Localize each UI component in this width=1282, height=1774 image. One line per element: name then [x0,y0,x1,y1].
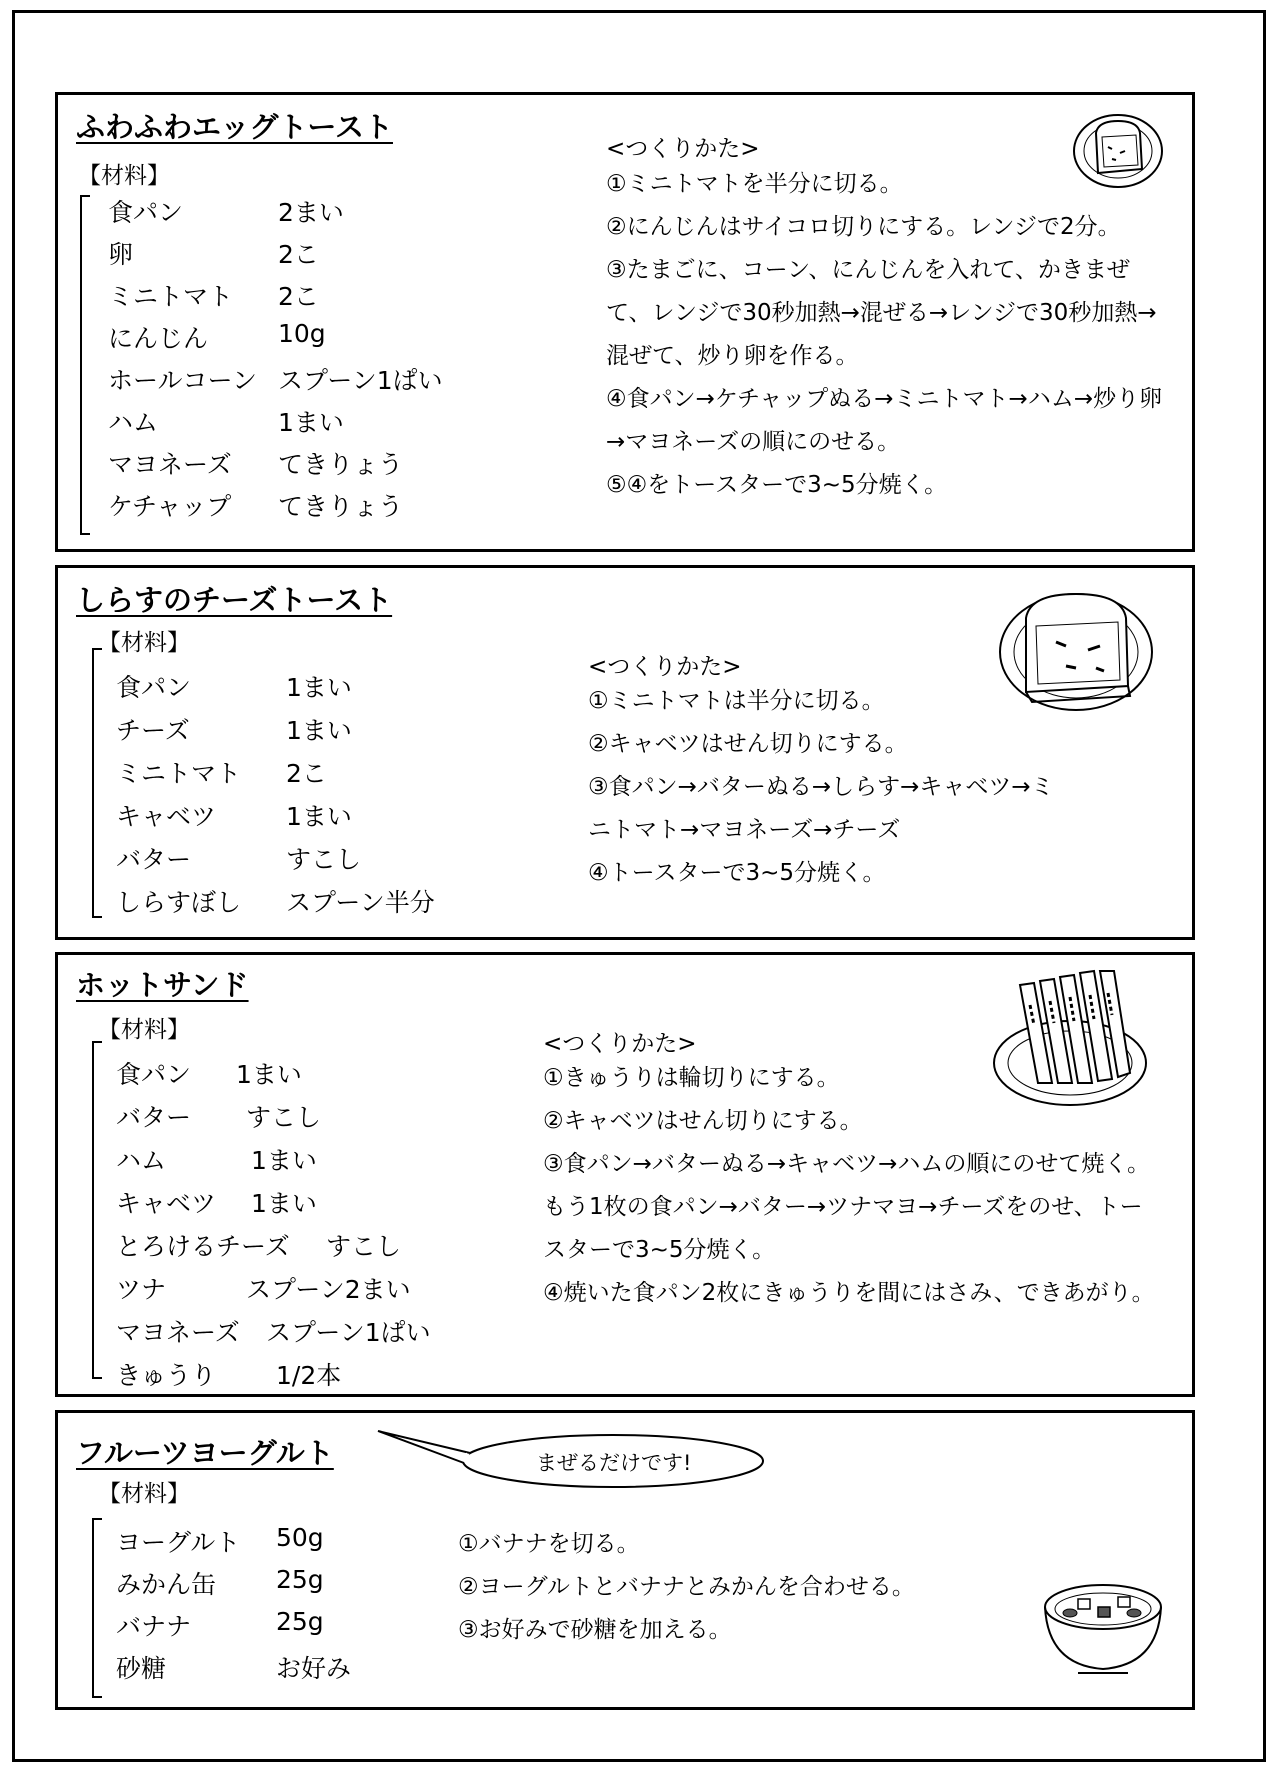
ingredient-qty: 1まい [251,1189,317,1218]
ingredient-row [116,754,327,790]
ingredient-name: ヨーグルト [116,1528,241,1557]
step-item: ②キャベツはせん切りにする。 [543,1108,863,1134]
ingredient-row [108,445,404,481]
ingredient-row [108,403,344,439]
ingredient-name: バター [116,845,192,874]
recipe-title: ふわふわエッグトースト [76,110,393,144]
ingredient-qty: スプーン2まい [246,1275,411,1304]
ingredient-name: 砂糖 [116,1654,167,1683]
ingredient-row [116,840,362,876]
steps-list [606,163,1166,507]
ingredient-name: マヨネーズ [116,1318,240,1347]
recipe-title: しらすのチーズトースト [76,583,393,617]
ingredient-qty: 1まい [286,716,352,745]
recipe-card-shirasu-toast [55,565,1195,940]
ingredient-qty: 2こ [278,240,319,269]
ingredient-row [116,668,352,704]
sandwich-icon [990,965,1150,1110]
ingredient-name: バター [116,1103,192,1132]
steps-heading: <つくりかた> [543,1031,697,1057]
ingredient-name: 卵 [108,240,134,269]
ingredient-qty: 1まい [278,408,344,437]
ingredient-row [116,797,352,833]
step-item: ③たまごに、コーン、にんじんを入れて、かきまぜて、レンジで30秒加熱→混ぜる→レンジで30秒加熱→混ぜて、炒り卵を作る。 [606,257,1157,369]
materials-label: 【材料】 [78,163,170,189]
steps-heading: <つくりかた> [588,654,742,680]
step-item: ④トースターで3~5分焼く。 [588,860,886,886]
ingredient-row [116,1227,402,1263]
ingredient-qty: 2こ [286,759,327,788]
ingredient-row [108,193,344,229]
ingredient-qty: スプーン1ぱい [266,1318,431,1347]
ingredient-name: ハム [116,1146,167,1175]
step-item: ②ヨーグルトとバナナとみかんを合わせる。 [458,1574,915,1600]
ingredient-name: きゅうり [116,1361,217,1390]
toast-on-plate-icon [1068,103,1168,193]
ingredient-row [108,487,404,523]
ingredient-row [116,1356,342,1392]
ingredients-bracket [80,195,90,535]
ingredient-name: バナナ [116,1612,192,1641]
recipe-card-hot-sand [55,952,1195,1397]
ingredient-name: ミニトマト [116,759,242,788]
recipe-title: ホットサンド [76,968,249,1002]
step-item: ①ミニトマトは半分に切る。 [588,688,885,714]
ingredient-row [108,319,326,355]
ingredient-qty: 1まい [251,1146,317,1175]
ingredient-row [116,1098,322,1134]
ingredient-name: みかん缶 [116,1570,217,1599]
ingredient-list [108,193,528,533]
ingredient-row [116,883,435,919]
ingredient-name: マヨネーズ [108,450,232,479]
step-item: ③食パン→バターぬる→キャベツ→ハムの順にのせて焼く。もう1枚の食パン→バター→ツナマヨ→チーズをのせ、トースターで3~5分焼く。 [543,1151,1150,1263]
ingredient-name: とろけるチーズ [116,1232,290,1261]
ingredient-name: ケチャップ [108,492,232,521]
recipe-title: フルーツヨーグルト [76,1436,334,1470]
ingredient-name: しらすぼし [116,888,242,917]
ingredient-qty: てきりょう [278,450,404,479]
cheese-toast-icon [996,580,1156,715]
ingredient-row [116,1141,317,1177]
step-item: ⑤④をトースターで3~5分焼く。 [606,472,948,498]
ingredient-name: チーズ [116,716,190,745]
step-item: ③お好みで砂糖を加える。 [458,1617,732,1643]
ingredient-qty: 50g [276,1523,324,1552]
ingredient-qty: すこし [326,1232,402,1261]
ingredient-name: にんじん [108,324,209,353]
ingredient-qty: てきりょう [278,492,404,521]
step-item: ①ミニトマトを半分に切る。 [606,171,903,197]
ingredient-qty: スプーン1ぱい [278,366,443,395]
ingredient-row [116,1313,431,1349]
ingredient-qty: スプーン半分 [286,888,435,917]
ingredient-qty: 1/2本 [276,1361,342,1390]
ingredient-qty: 1まい [286,673,352,702]
ingredient-qty: 2まい [278,198,344,227]
ingredient-row [116,1270,411,1306]
ingredient-name: 食パン [116,1060,192,1089]
materials-label: 【材料】 [98,630,190,656]
step-item: ①バナナを切る。 [458,1531,640,1557]
recipe-card-egg-toast [55,92,1195,552]
ingredient-row [116,711,352,747]
ingredient-name: 食パン [116,673,192,702]
ingredient-qty: 25g [276,1565,324,1594]
ingredient-row [116,1184,317,1220]
steps-list [458,1523,958,1652]
ingredient-name: ツナ [116,1275,167,1304]
ingredient-row [108,361,443,397]
ingredient-qty: すこし [246,1103,322,1132]
ingredient-name: キャベツ [116,1189,217,1218]
materials-label: 【材料】 [98,1481,190,1507]
recipe-card-fruit-yogurt [55,1410,1195,1710]
ingredient-qty: すこし [286,845,362,874]
ingredient-row [116,1607,324,1643]
ingredient-qty: 1まい [236,1060,302,1089]
ingredients-bracket [92,648,102,918]
ingredient-qty: 2こ [278,282,319,311]
ingredient-row [108,277,319,313]
ingredient-row [116,1523,324,1559]
ingredient-name: キャベツ [116,802,217,831]
step-item: ②にんじんはサイコロ切りにする。レンジで2分。 [606,214,1121,240]
ingredient-qty: お好み [276,1654,352,1683]
ingredient-list [116,668,536,928]
ingredient-list [116,1055,536,1390]
ingredient-qty: 1まい [286,802,352,831]
step-item: ④焼いた食パン2枚にきゅうりを間にはさみ、できあがり。 [543,1280,1155,1306]
yogurt-bowl-icon [1038,1573,1168,1683]
ingredient-row [116,1649,352,1685]
ingredient-row [108,235,319,271]
steps-list [588,680,1058,895]
callout-text: まぜるだけです! [536,1451,692,1475]
ingredient-name: 食パン [108,198,184,227]
ingredient-name: ミニトマト [108,282,234,311]
ingredient-name: ハム [108,408,159,437]
step-item: ④食パン→ケチャップぬる→ミニトマト→ハム→炒り卵→マヨネーズの順にのせる。 [606,386,1163,455]
ingredients-bracket [92,1518,102,1698]
ingredient-row [116,1565,324,1601]
steps-heading: <つくりかた> [606,136,760,162]
ingredient-row [116,1055,302,1091]
materials-label: 【材料】 [98,1017,190,1043]
step-item: ②キャベツはせん切りにする。 [588,731,908,757]
ingredient-qty: 25g [276,1607,324,1636]
ingredient-qty: 10g [278,319,326,348]
ingredient-list [116,1523,436,1703]
step-item: ③食パン→バターぬる→しらす→キャベツ→ミニトマト→マヨネーズ→チーズ [588,774,1054,843]
step-item: ①きゅうりは輪切りにする。 [543,1065,840,1091]
ingredient-name: ホールコーン [108,366,258,395]
ingredients-bracket [92,1041,102,1379]
